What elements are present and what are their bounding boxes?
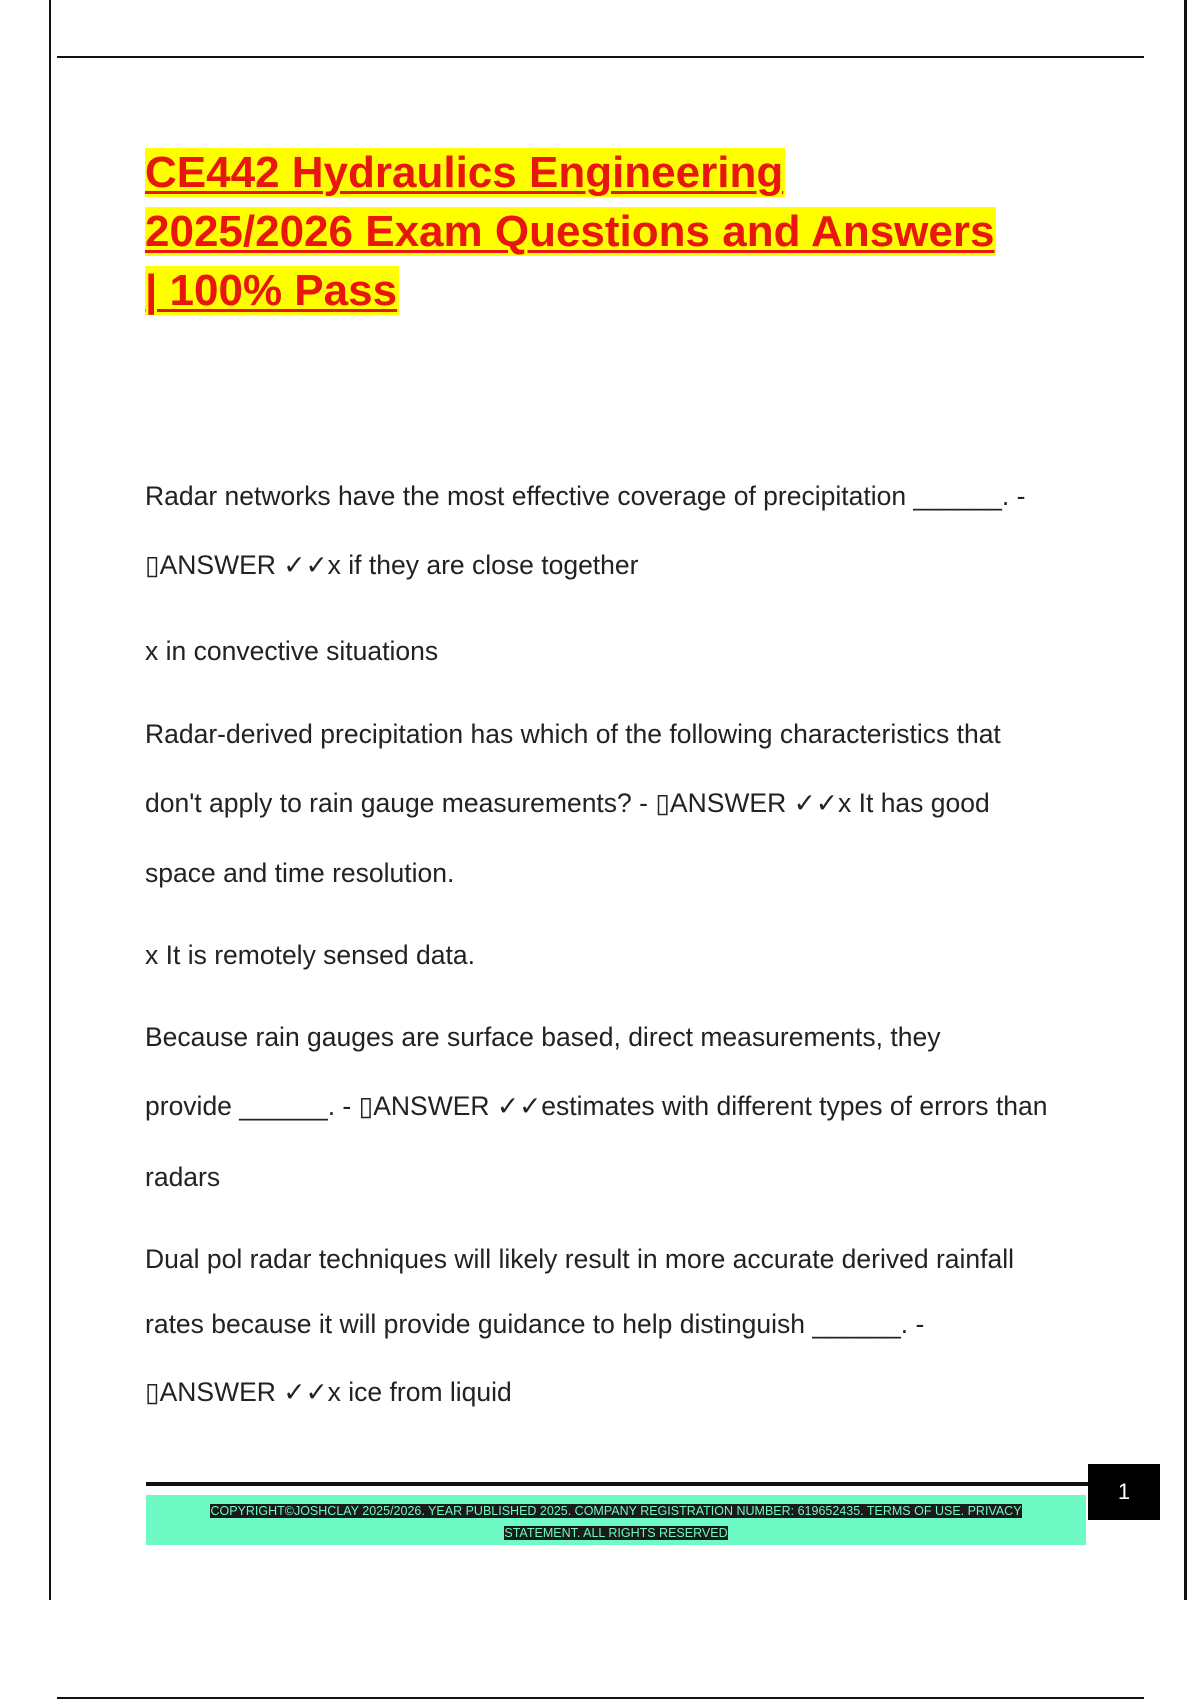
- question-text: Dual pol radar techniques will likely result in more accurate derived rainfall: [145, 1244, 1015, 1274]
- title-line: 2025/2026 Exam Questions and Answers: [145, 207, 995, 256]
- question-text: Radar-derived precipitation has which of the following characteristics that: [145, 719, 1001, 749]
- title-line: | 100% Pass: [145, 266, 398, 315]
- question-text: Radar networks have the most effective coverage of precipitation ______. -: [145, 481, 1026, 511]
- question-text: don't apply to rain gauge measurements? - ▯ANSWER ✓✓x It has good: [145, 788, 990, 818]
- bottom-rule: [57, 1697, 1144, 1699]
- copyright-line: STATEMENT. ALL RIGHTS RESERVED: [504, 1526, 728, 1540]
- title-line: CE442 Hydraulics Engineering: [145, 148, 784, 197]
- copyright-notice: [146, 1500, 1086, 1544]
- answer-text: x in convective situations: [145, 636, 439, 666]
- question-text: Because rain gauges are surface based, direct measurements, they: [145, 1022, 941, 1052]
- answer-text: space and time resolution.: [145, 858, 455, 888]
- answer-text: ▯ANSWER ✓✓x ice from liquid: [145, 1377, 512, 1407]
- page-border-right: [1184, 0, 1187, 1600]
- top-rule: [57, 56, 1144, 58]
- answer-text: radars: [145, 1162, 221, 1192]
- answer-text: ▯ANSWER ✓✓x if they are close together: [145, 550, 639, 580]
- copyright-line: COPYRIGHT©JOSHCLAY 2025/2026. YEAR PUBLISHED 2025. COMPANY REGISTRATION NUMBER: 619652435. TERMS OF USE. PRIVACY: [210, 1504, 1022, 1518]
- question-text: provide ______. - ▯ANSWER ✓✓estimates with different types of errors than: [145, 1091, 1048, 1121]
- page-border-left: [49, 0, 51, 1600]
- footer-rule: [146, 1482, 1089, 1486]
- answer-text: x It is remotely sensed data.: [145, 940, 475, 970]
- document-title: [145, 143, 1105, 320]
- question-text: rates because it will provide guidance to help distinguish ______. -: [145, 1309, 925, 1339]
- page-number: 1: [1088, 1464, 1160, 1520]
